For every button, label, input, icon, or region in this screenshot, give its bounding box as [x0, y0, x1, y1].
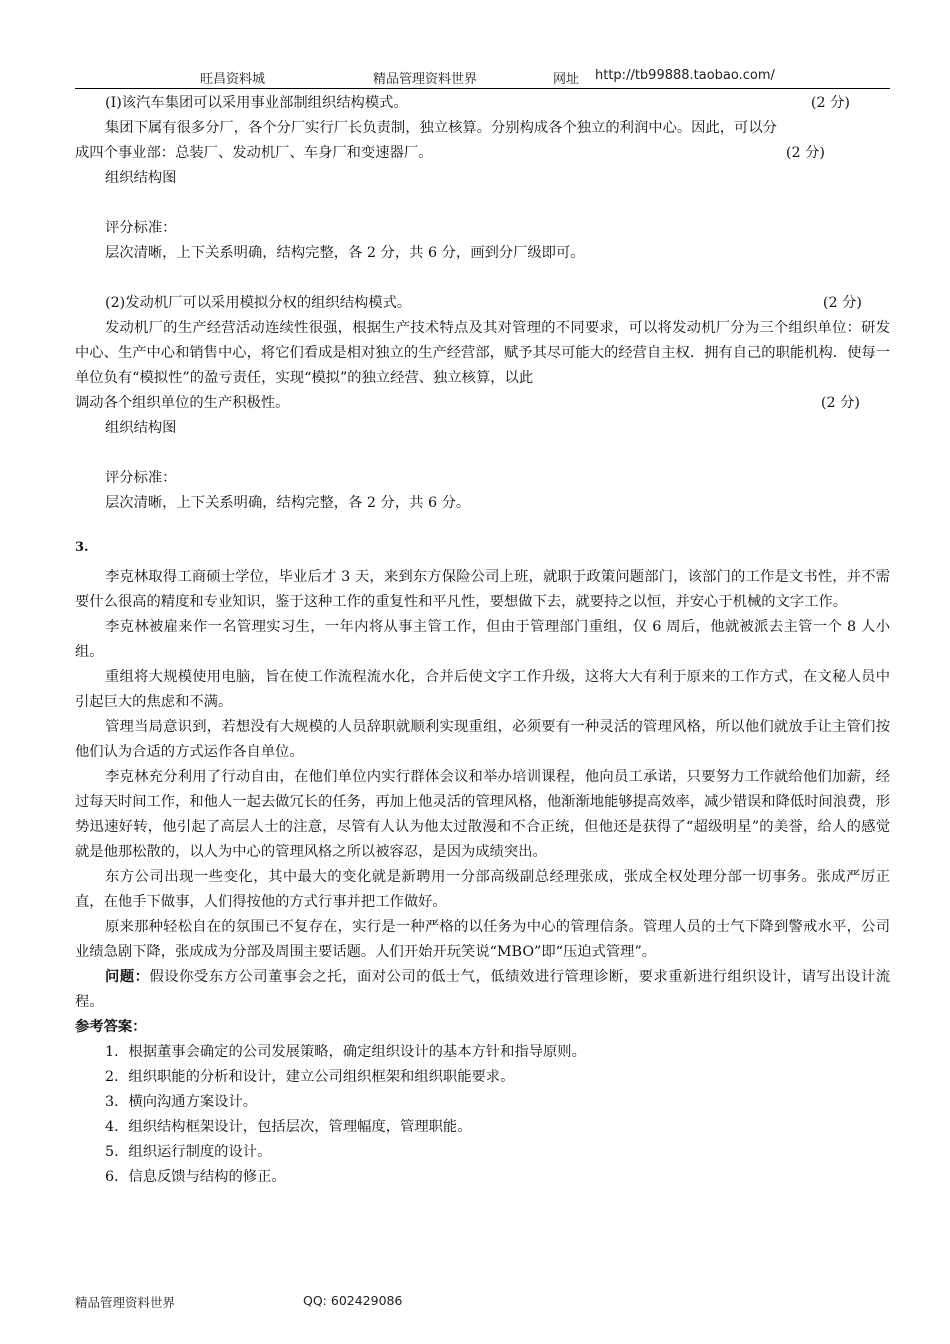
- sec1-paragraph-end: 成四个事业部：总装厂、发动机厂、车身厂和变速器厂。: [75, 145, 433, 161]
- header-shop-name: 旺昌资料城: [200, 72, 266, 87]
- sec1-title: (I)该汽车集团可以采用事业部制组织结构模式。: [105, 95, 408, 111]
- sec3-paragraph: 重组将大规模使用电脑，旨在使工作流程流水化，合并后使文字工作升级，这将大大有利于原来的工作方式，在文秘人员中引起巨大的焦虑和不满。: [75, 669, 890, 710]
- question-text: 假设你受东方公司董事会之托，面对公司的低士气，低绩效进行管理诊断，要求重新进行组织设计，请写出设计流程。: [75, 969, 890, 1010]
- spacer: [75, 516, 890, 531]
- sec3-number: 3.: [75, 540, 89, 555]
- sec3-paragraph: 李克林取得工商硕士学位，毕业后才 3 天，来到东方保险公司上班，就职于政策问题部门，该部门的工作是文书性，并不需要什么很高的精度和专业知识，鉴于这种工作的重复性和平凡性，要想做下去，就要持之以恒，并安心于机械的文字工作。: [75, 569, 890, 610]
- sec1-title-row: [75, 91, 890, 116]
- spacer: [75, 191, 890, 216]
- sec2-title-row: [75, 291, 890, 316]
- spacer: [75, 266, 890, 291]
- sec3-question: [75, 965, 890, 1015]
- sec2-title: (2)发动机厂可以采用模拟分权的组织结构模式。: [105, 295, 412, 311]
- sec2-paragraph-end-row: [75, 391, 890, 416]
- question-label: 问题：: [105, 969, 150, 985]
- answer-item: 6．信息反馈与结构的修正。: [105, 1169, 286, 1185]
- answer-item: 5．组织运行制度的设计。: [105, 1144, 272, 1160]
- footer-site-name: 精品管理资料世界: [75, 1295, 176, 1310]
- sec3-paragraph: 东方公司出现一些变化，其中最大的变化就是新聘用一分部高级副总经理张成，张成全权处理分部一切事务。张成严厉正直，在他手下做事，人们得按他的方式行事并把工作做好。: [75, 869, 890, 910]
- sec1-criteria: 层次清晰，上下关系明确，结构完整，各 2 分，共 6 分，画到分厂级即可。: [105, 245, 585, 261]
- sec1-paragraph: 集团下属有很多分厂，各个分厂实行厂长负责制，独立核算。分别构成各个独立的利润中心。因此，可以分: [105, 120, 777, 136]
- header-url-link[interactable]: http://tb99888.taobao.com/: [595, 68, 775, 83]
- sec3-paragraph: 管理当局意识到，若想没有大规模的人员辞职就顺利实现重组，必须要有一种灵活的管理风格，所以他们就放手让主管们按他们认为合适的方式运作各自单位。: [75, 719, 890, 760]
- sec1-criteria-label: 评分标准：: [105, 220, 177, 236]
- sec3-paragraph: 李克林充分利用了行动自由，在他们单位内实行群体会议和举办培训课程，他向员工承诺，只要努力工作就给他们加薪，经过每天时间工作，和他人一起去做冗长的任务，再加上他灵活的管理风格，他渐渐地能够提高效率，减少错误和降低时间浪费，形势迅速好转，他引起了高层人士的注意，尽管有人认为他太过散漫和不合正统，但他还是获得了“超级明星”的美誉，给人的感觉就是他那松散的，以人为中心的管理风格之所以被容忍，是因为成绩突出。: [75, 769, 890, 860]
- sec3-paragraph: 原来那种轻松自在的氛围已不复存在，实行是一种严格的以任务为中心的管理信条。管理人员的士气下降到警戒水平，公司业绩急剧下降，张成成为分部及周围主要话题。人们开始开玩笑说“MBO”即“压迫式管理”。: [75, 919, 890, 960]
- sec3-paragraph: 李克林被雇来作一名管理实习生，一年内将从事主管工作，但由于管理部门重组，仅 6 周后，他就被派去主管一个 8 人小组。: [75, 619, 890, 660]
- sec2-criteria-label: 评分标准：: [105, 470, 177, 486]
- footer-qq: QQ: 602429086: [303, 1293, 403, 1308]
- header-divider: [75, 88, 890, 89]
- sec1-title-score: (2 分): [810, 95, 850, 111]
- sec2-paragraph: 发动机厂的生产经营活动连续性很强，根据生产技术特点及其对管理的不同要求，可以将发动机厂分为三个组织单位：研发中心、生产中心和销售中心，将它们看成是相对独立的生产经营部，赋予其尽可能大的经营自主权．拥有自己的职能机构．使每一单位负有“模拟性”的盈亏责任，实现“模拟”的独立经营、独立核算，以此: [75, 320, 890, 386]
- sec1-paragraph-end-row: [75, 141, 890, 166]
- header-url-label: 网址: [553, 72, 580, 87]
- answer-item: 1．根据董事会确定的公司发展策略，确定组织设计的基本方针和指导原则。: [105, 1044, 586, 1060]
- sec1-chart-label: 组织结构图: [105, 170, 177, 186]
- sec2-paragraph-score: (2 分): [820, 395, 860, 411]
- answer-item: 2．组织职能的分析和设计，建立公司组织框架和组织职能要求。: [105, 1069, 515, 1085]
- spacer: [75, 441, 890, 466]
- sec2-chart-label: 组织结构图: [105, 420, 177, 436]
- sec2-title-score: (2 分): [822, 295, 862, 311]
- document-body: [75, 91, 890, 1190]
- header-world-name: 精品管理资料世界: [373, 72, 478, 87]
- answer-item: 3．横向沟通方案设计。: [105, 1094, 258, 1110]
- sec1-paragraph-score: (2 分): [785, 145, 825, 161]
- answer-item: 4．组织结构框架设计，包括层次，管理幅度，管理职能。: [105, 1119, 472, 1135]
- answer-label: 参考答案：: [75, 1019, 147, 1035]
- sec2-criteria: 层次清晰，上下关系明确，结构完整，各 2 分，共 6 分。: [105, 495, 471, 511]
- sec2-paragraph-end: 调动各个组织单位的生产积极性。: [75, 395, 290, 411]
